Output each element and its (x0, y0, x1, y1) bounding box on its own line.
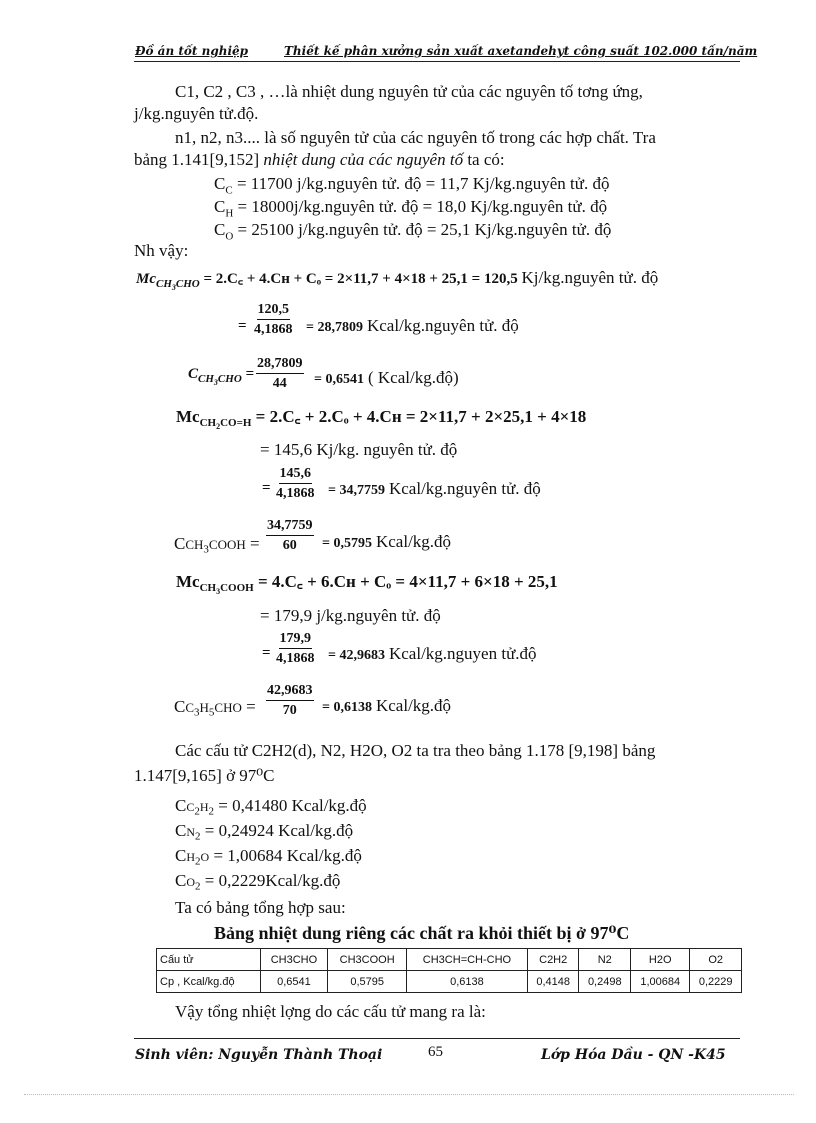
table-row (157, 971, 742, 993)
table-reference: bảng 1.141[9,152] (134, 150, 260, 169)
table-row-label: Cp , Kcal/kg.độ (157, 971, 261, 993)
footer-rule (134, 1038, 740, 1039)
table-header: C2H2 (527, 949, 579, 971)
result-eq5: = 34,7759 Kcal/kg.nguyên tử. độ (328, 479, 541, 498)
footer-class: Lớp Hóa Dầu - QN -K45 (541, 1047, 726, 1063)
heat-capacity-table (156, 948, 742, 993)
paragraph-3-line-1: Các cấu tử C2H2(d), N2, H2O, O2 ta tra theo bảng 1.178 [9,198] bảng (175, 741, 656, 760)
table-cell: 0,6541 (260, 971, 328, 993)
table-header: N2 (579, 949, 631, 971)
equals-sign: = (238, 318, 247, 334)
table-cell: 0,5795 (328, 971, 407, 993)
result-eq6: = 0,5795 Kcal/kg.độ (322, 532, 452, 551)
heat-capacity-hydrogen: $C_H$ = 18000j/kg.nguyên tử. độ = 18,0 Kj/kg.nguyên tử. độ (214, 197, 608, 220)
fraction-eq6: $\frac{34,7759}{60}$ (267, 518, 313, 553)
fraction-eq9: $\frac{42,9683}{70}$ (267, 683, 313, 718)
table-header: H2O (631, 949, 690, 971)
fraction-eq5: $\frac{145,6}{4,1868}$ (276, 466, 315, 501)
header-right: Thiết kế phân xưởng sản xuất axetandehyt công suất 102.000 tấn/năm (284, 44, 758, 58)
table-title: Bảng nhiệt dung riêng các chất ra khỏi thiết bị ở 97⁰C (214, 923, 630, 943)
therefore-label: Nh vậy: (134, 241, 189, 260)
c-crotonaldehyde-label: $CC_3H_5CHO$ = (174, 697, 256, 719)
equals-sign: = (262, 645, 271, 661)
result-eq3: = 0,6541 ( Kcal/kg.độ) (314, 368, 459, 387)
equation-mc-acetaldehyde: $Mc_{CH_3CHO}$ = 2.C꜀ + 4.Cʜ + Cₒ = 2×11,7 + 4×18 + 25,1 = 120,5 Kj/kg.nguyên tử. độ (136, 268, 659, 293)
table-cell: 0,4148 (527, 971, 579, 993)
final-line: Vậy tổng nhiệt lợng do các cấu tử mang ra là: (175, 1002, 486, 1021)
table-cell: 1,00684 (631, 971, 690, 993)
page-bottom-dotted-line (24, 1094, 794, 1095)
result-eq2: = 28,7809 Kcal/kg.nguyên tử. độ (306, 316, 519, 335)
equation-mc-acetic-acid: $Mc_{CH_3COOH}$ = 4.C꜀ + 6.Cʜ + Cₒ = 4×11,7 + 6×18 + 25,1 (176, 572, 558, 597)
c-water: $CH_2O = 1,00684$ Kcal/kg.độ (175, 846, 362, 868)
c-acetylene: $CC_2H_2 = 0,41480$ Kcal/kg.độ (175, 796, 367, 818)
heat-capacity-carbon: $C_C = 11700$ j/kg.nguyên tử. độ = 11,7 Kj/kg.nguyên tử. độ (214, 174, 610, 197)
result-eq9: = 0,6138 Kcal/kg.độ (322, 696, 452, 715)
table-header: CH3COOH (328, 949, 407, 971)
fraction-eq8: $\frac{179,9}{4,1868}$ (276, 631, 315, 666)
result-eq4: = 145,6 Kj/kg. nguyên tử. độ (260, 440, 458, 459)
heat-capacity-oxygen: $C_O = 25100$ j/kg.nguyên tử. độ = 25,1 Kj/kg.nguyên tử. độ (214, 220, 612, 243)
paragraph-2-line-2 (134, 150, 505, 170)
table-header: CH3CHO (260, 949, 328, 971)
paragraph-1-line-2: j/kg.nguyên tử.độ. (134, 104, 259, 123)
italic-phrase: nhiệt dung của các nguyên tố (263, 150, 464, 169)
table-cell: 0,6138 (407, 971, 528, 993)
result-eq8: = 42,9683 Kcal/kg.nguyen tử.độ (328, 644, 537, 663)
paragraph-2-line-1: n1, n2, n3.... là số nguyên tử của các nguyên tố trong các hợp chất. Tra (175, 128, 656, 147)
summary-intro: Ta có bảng tổng hợp sau: (175, 898, 346, 917)
equation-mc-vinyl-alcohol: $Mc_{CH_2CO=H}$ = 2.C꜀ + 2.Cₒ + 4.Cʜ = 2×11,7 + 2×25,1 + 4×18 (176, 407, 587, 432)
c-nitrogen: $CN_2 = 0,24924$ Kcal/kg.độ (175, 821, 354, 843)
page-number: 65 (428, 1044, 443, 1060)
table-header-row (157, 949, 742, 971)
c-acetic-acid-label: $CCH_3COOH$ = (174, 534, 260, 556)
table-header: O2 (690, 949, 742, 971)
paragraph-1-line-1: C1, C2 , C3 , …là nhiệt dung nguyên tử của các nguyên tố tơng ứng, (175, 82, 643, 101)
header-left: Đồ án tốt nghiệp (135, 44, 249, 58)
table-header: Cấu tử (157, 949, 261, 971)
table-cell: 0,2498 (579, 971, 631, 993)
c-acetaldehyde-label: $C_{CH_3CHO}$ = (188, 366, 255, 388)
result-eq7: = 179,9 j/kg.nguyên tử. độ (260, 606, 441, 625)
fraction-eq2: $\frac{120,5}{4,1868}$ (254, 302, 293, 337)
c-oxygen: $CO_2$ = 0,2229Kcal/kg.độ (175, 871, 341, 893)
phrase-end: ta có: (467, 150, 505, 169)
table-cell: 0,2229 (690, 971, 742, 993)
table-header: CH3CH=CH-CHO (407, 949, 528, 971)
equals-sign: = (262, 480, 271, 496)
header-rule (134, 61, 740, 62)
footer-student: Sinh viên: Nguyễn Thành Thoại (135, 1047, 383, 1063)
fraction-eq3: $\frac{28,7809}{44}$ (257, 356, 303, 391)
paragraph-3-line-2: 1.147[9,165] ở 97⁰C (134, 766, 275, 785)
